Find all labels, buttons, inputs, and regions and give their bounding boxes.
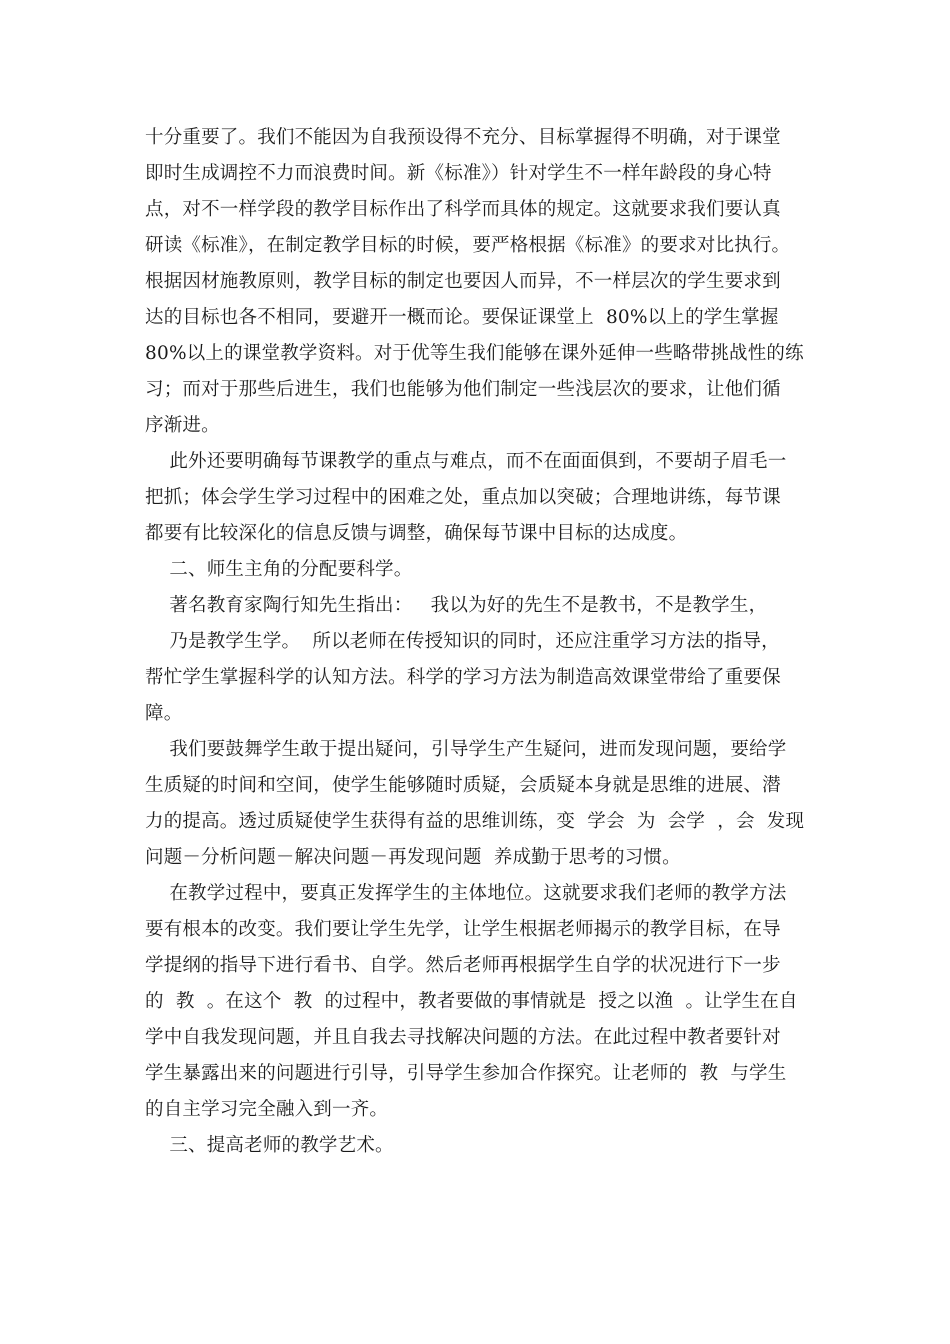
paragraph-first-line: 在教学过程中，要真正发挥学生的主体地位。这就要求我们老师的教学方法 [145, 883, 787, 904]
body-text-line: 研读《标准》，在制定教学目标的时候，要严格根据《标准》的要求对比执行。 [145, 235, 791, 256]
body-text-line: 把抓；体会学生学习过程中的困难之处，重点加以突破；合理地讲练，每节课 [145, 487, 781, 508]
body-text-line: 力的提高。透过质疑使学生获得有益的思维训练，变 学会 为 会学 ，会 发现 [145, 811, 805, 832]
body-text-line: 的自主学习完全融入到一齐。 [145, 1099, 389, 1120]
body-text-line: 的 教 。在这个 教 的过程中，教者要做的事情就是 授之以渔 。让学生在自 [145, 991, 798, 1012]
paragraph-first-line: 著名教育家陶行知先生指出： 我以为好的先生不是教书，不是教学生， [145, 595, 768, 616]
body-text-line: 根据因材施教原则，教学目标的制定也要因人而异，不一样层次的学生要求到 [145, 271, 781, 292]
body-text-line: 生质疑的时间和空间，使学生能够随时质疑，会质疑本身就是思维的进展、潜 [145, 775, 781, 796]
body-text-line: 序渐进。 [145, 415, 220, 436]
body-text-line: 十分重要了。我们不能因为自我预设得不充分、目标掌握得不明确，对于课堂 [145, 127, 781, 148]
body-text-line: 80%以上的课堂教学资料。对于优等生我们能够在课外延伸一些略带挑战性的练 [145, 343, 804, 364]
section-heading: 三、提高老师的教学艺术。 [145, 1135, 394, 1156]
paragraph-first-line: 我们要鼓舞学生敢于提出疑问，引导学生产生疑问，进而发现问题，要给学 [145, 739, 787, 760]
paragraph-first-line: 此外还要明确每节课教学的重点与难点，而不在面面俱到，不要胡子眉毛一 [145, 451, 787, 472]
body-text-line: 学提纲的指导下进行看书、自学。然后老师再根据学生自学的状况进行下一步 [145, 955, 781, 976]
body-text-line: 学中自我发现问题，并且自我去寻找解决问题的方法。在此过程中教者要针对 [145, 1027, 781, 1048]
section-heading: 二、师生主角的分配要科学。 [145, 559, 413, 580]
body-text-line: 达的目标也各不相同，要避开一概而论。要保证课堂上 80%以上的学生掌握 [145, 307, 779, 328]
body-text-line: 问题－分析问题－解决问题－再发现问题 养成勤于思考的习惯。 [145, 847, 681, 868]
body-text-line: 学生暴露出来的问题进行引导，引导学生参加合作探究。让老师的 教 与学生 [145, 1063, 787, 1084]
body-text-line: 帮忙学生掌握科学的认知方法。科学的学习方法为制造高效课堂带给了重要保 [145, 667, 781, 688]
body-text-line: 障。 [145, 703, 183, 724]
body-text-line: 要有根本的改变。我们要让学生先学，让学生根据老师揭示的教学目标，在导 [145, 919, 781, 940]
body-text-line: 习；而对于那些后进生，我们也能够为他们制定一些浅层次的要求，让他们循 [145, 379, 781, 400]
body-text-line: 点，对不一样学段的教学目标作出了科学而具体的规定。这就要求我们要认真 [145, 199, 781, 220]
body-text-line: 即时生成调控不力而浪费时间。新《标准》）针对学生不一样年龄段的身心特 [145, 163, 772, 184]
body-text-line: 都要有比较深化的信息反馈与调整，确保每节课中目标的达成度。 [145, 523, 688, 544]
body-text-line: 乃是教学生学。 所以老师在传授知识的同时，还应注重学习方法的指导， [145, 631, 780, 652]
